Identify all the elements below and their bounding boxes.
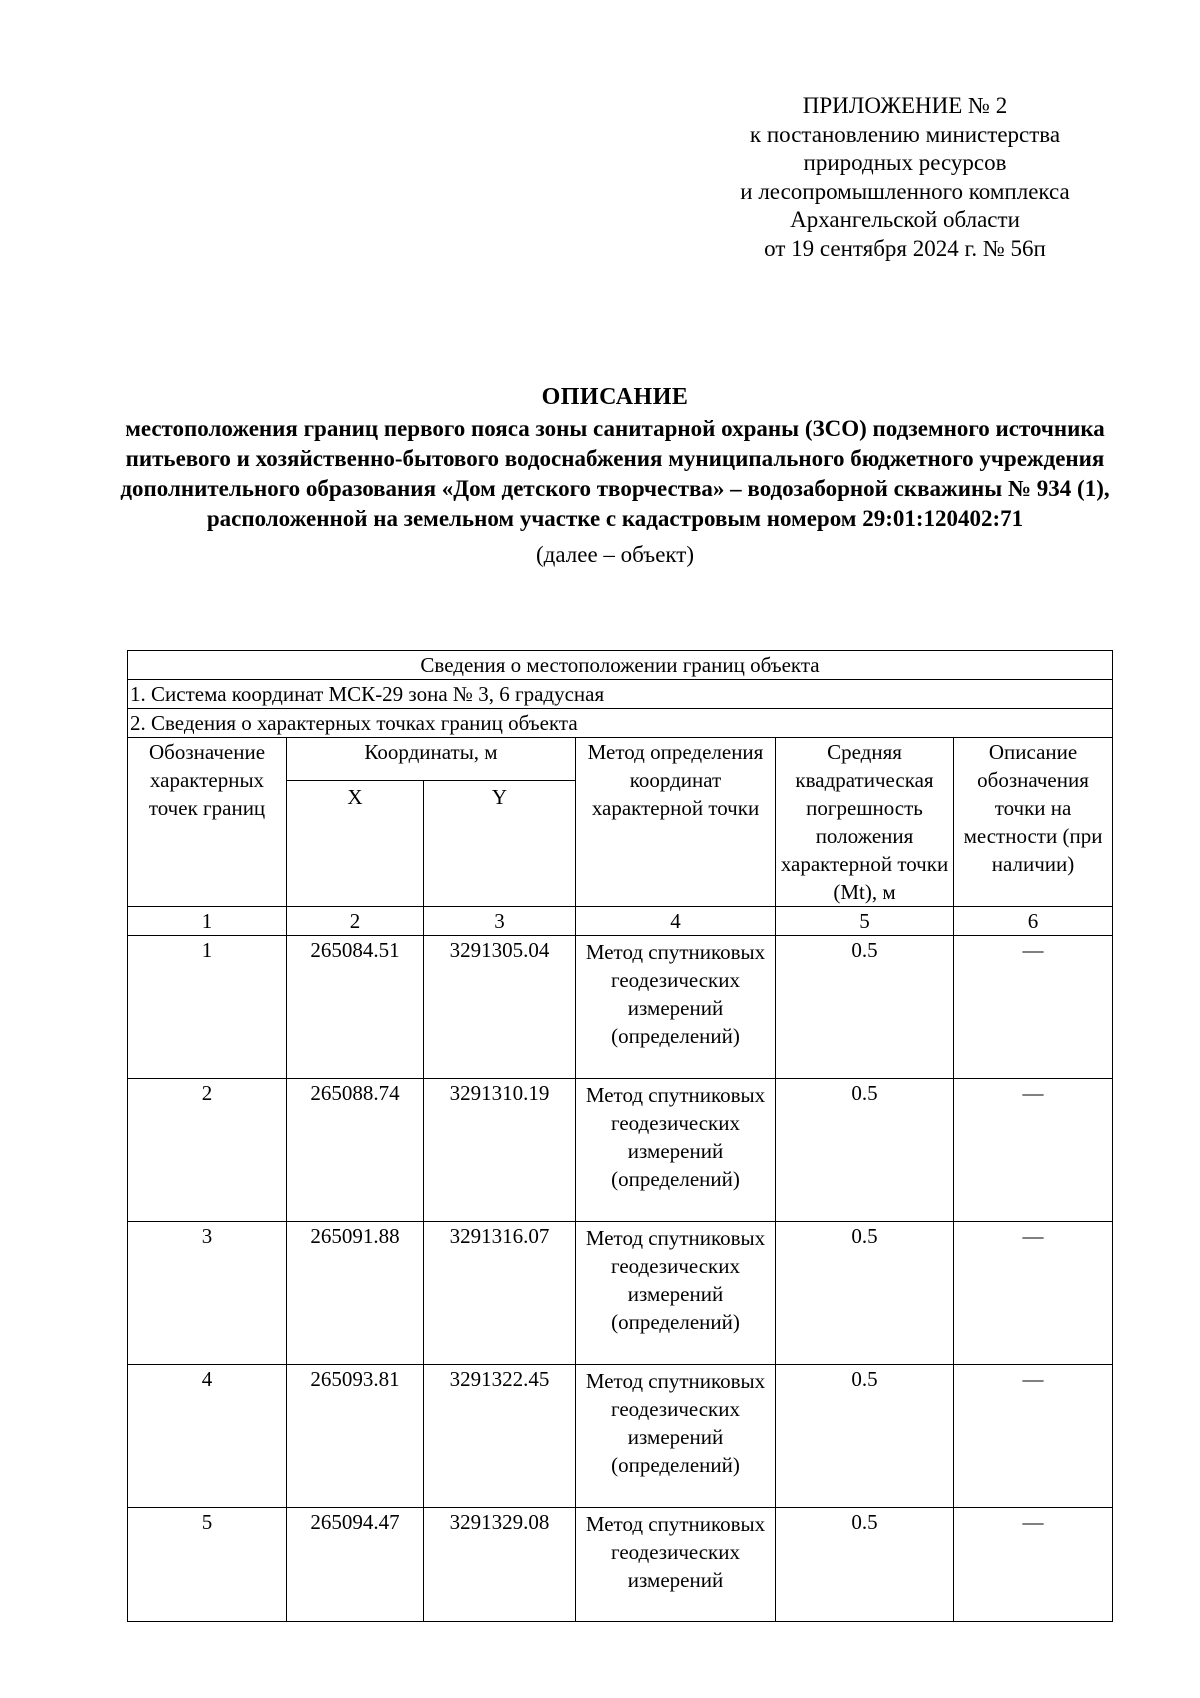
- header-y: Y: [424, 780, 576, 907]
- header-point: Обозначение характерных точек границ: [128, 738, 287, 907]
- cell-description: —: [954, 1508, 1113, 1622]
- table-row: [128, 1222, 1113, 1365]
- cell-x: 265091.88: [287, 1222, 424, 1365]
- header-coordinates: Координаты, м: [287, 738, 576, 781]
- cell-method: Метод спутниковых геодезических измерений (определений): [576, 1365, 776, 1508]
- cell-accuracy: 0.5: [776, 936, 954, 1079]
- column-number: 2: [287, 907, 424, 936]
- cell-method: Метод спутниковых геодезических измерений (определений): [576, 1222, 776, 1365]
- column-number: 4: [576, 907, 776, 936]
- table-caption: Сведения о местоположении границ объекта: [128, 651, 1113, 680]
- cell-method: Метод спутниковых геодезических измерений (определений): [576, 1079, 776, 1222]
- title-block: [110, 382, 1120, 570]
- column-number: 3: [424, 907, 576, 936]
- cell-description: —: [954, 1365, 1113, 1508]
- table-row: [128, 936, 1113, 1079]
- cell-y: 3291310.19: [424, 1079, 576, 1222]
- table-caption-row: [128, 651, 1113, 680]
- cell-accuracy: 0.5: [776, 1222, 954, 1365]
- document-note: (далее – объект): [536, 542, 694, 567]
- cell-description: —: [954, 936, 1113, 1079]
- table-row: [128, 1508, 1113, 1622]
- cell-point: 3: [128, 1222, 287, 1365]
- cell-y: 3291305.04: [424, 936, 576, 1079]
- cell-point: 1: [128, 936, 287, 1079]
- column-number: 5: [776, 907, 954, 936]
- header-accuracy: Средняя квадратическая погрешность положения характерной точки (Mt), м: [776, 738, 954, 907]
- cell-accuracy: 0.5: [776, 1079, 954, 1222]
- boundary-points-table: [127, 650, 1113, 1622]
- cell-point: 5: [128, 1508, 287, 1622]
- cell-x: 265088.74: [287, 1079, 424, 1222]
- cell-accuracy: 0.5: [776, 1508, 954, 1622]
- cell-x: 265093.81: [287, 1365, 424, 1508]
- annex-line: ПРИЛОЖЕНИЕ № 2: [802, 93, 1008, 118]
- annex-line: природных ресурсов: [803, 150, 1007, 175]
- header-method: Метод определения координат характерной точки: [576, 738, 776, 907]
- annex-line: от 19 сентября 2024 г. № 56п: [764, 235, 1046, 261]
- table-row: [128, 1079, 1113, 1222]
- points-section-title: 2. Сведения о характерных точках границ объекта: [128, 709, 1113, 738]
- table-row: [128, 1365, 1113, 1508]
- annex-line: и лесопромышленного комплекса: [740, 178, 1070, 204]
- cell-x: 265094.47: [287, 1508, 424, 1622]
- cell-point: 4: [128, 1365, 287, 1508]
- column-number: 1: [128, 907, 287, 936]
- annex-block: [720, 92, 1090, 263]
- cell-point: 2: [128, 1079, 287, 1222]
- cell-x: 265084.51: [287, 936, 424, 1079]
- cell-description: —: [954, 1079, 1113, 1222]
- column-number-row: [128, 907, 1113, 936]
- cell-method: Метод спутниковых геодезических измерений: [576, 1508, 776, 1622]
- document-subtitle: местоположения границ первого пояса зоны санитарной охраны (ЗСО) подземного источника питьевого и хозяйственно-бытового водоснабжения муниципального бюджетного учреждения дополнительного образования «Дом детского творчества» – водозаборной скважины № 934 (1), расположенной на земельном участке с кадастровым номером 29:01:120402:71: [120, 416, 1110, 531]
- cell-y: 3291316.07: [424, 1222, 576, 1365]
- cell-y: 3291329.08: [424, 1508, 576, 1622]
- document-title: ОПИСАНИЕ: [541, 384, 689, 410]
- cell-method: Метод спутниковых геодезических измерений (определений): [576, 936, 776, 1079]
- column-number: 6: [954, 907, 1113, 936]
- cell-y: 3291322.45: [424, 1365, 576, 1508]
- header-row: [128, 738, 1113, 781]
- cell-accuracy: 0.5: [776, 1365, 954, 1508]
- coordinate-system: 1. Система координат МСК-29 зона № 3, 6 градусная: [128, 680, 1113, 709]
- header-x: X: [287, 780, 424, 907]
- points-section-row: [128, 709, 1113, 738]
- coordinate-system-row: [128, 680, 1113, 709]
- header-description: Описание обозначения точки на местности (при наличии): [954, 738, 1113, 907]
- annex-line: Архангельской области: [790, 207, 1020, 232]
- annex-line: к постановлению министерства: [749, 121, 1061, 147]
- cell-description: —: [954, 1222, 1113, 1365]
